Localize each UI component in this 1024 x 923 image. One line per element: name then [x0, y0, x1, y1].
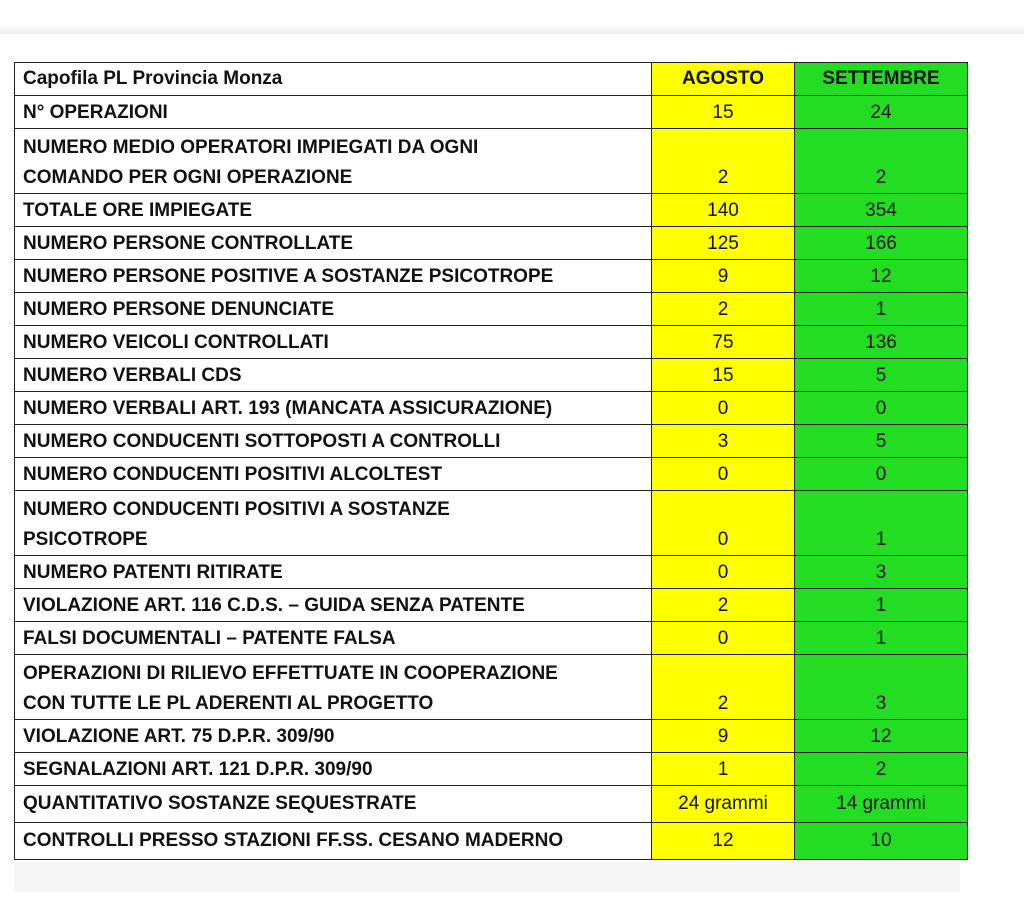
- row-label: NUMERO VERBALI ART. 193 (MANCATA ASSICURAZIONE): [15, 392, 652, 425]
- cell-agosto: 2: [652, 655, 795, 720]
- row-label-line1: OPERAZIONI DI RILIEVO EFFETTUATE IN COOPERAZIONE: [23, 663, 558, 684]
- row-label: NUMERO CONDUCENTI POSITIVI ALCOLTEST: [15, 458, 652, 491]
- header-agosto: AGOSTO: [652, 63, 795, 96]
- row-label: QUANTITATIVO SOSTANZE SEQUESTRATE: [15, 786, 652, 823]
- cell-agosto: 0: [652, 491, 795, 556]
- row-label: [15, 655, 652, 720]
- row-label: VIOLAZIONE ART. 75 D.P.R. 309/90: [15, 720, 652, 753]
- cell-agosto: 15: [652, 96, 795, 129]
- table-row: [15, 96, 968, 129]
- row-label: CONTROLLI PRESSO STAZIONI FF.SS. CESANO MADERNO: [15, 823, 652, 860]
- table-row: [15, 227, 968, 260]
- header-settembre: SETTEMBRE: [795, 63, 968, 96]
- row-label: FALSI DOCUMENTALI – PATENTE FALSA: [15, 622, 652, 655]
- row-label-line1: NUMERO CONDUCENTI POSITIVI A SOSTANZE: [23, 499, 450, 520]
- bottom-shade: [14, 862, 960, 892]
- row-label: NUMERO PERSONE POSITIVE A SOSTANZE PSICOTROPE: [15, 260, 652, 293]
- cell-agosto: 140: [652, 194, 795, 227]
- table-row: [15, 491, 968, 556]
- row-label: NUMERO PATENTI RITIRATE: [15, 556, 652, 589]
- cell-agosto: 125: [652, 227, 795, 260]
- top-shade: [0, 0, 1024, 34]
- table-row: [15, 194, 968, 227]
- cell-agosto: 2: [652, 129, 795, 194]
- table-row: [15, 556, 968, 589]
- table-row: [15, 753, 968, 786]
- row-label-line2: COMANDO PER OGNI OPERAZIONE: [23, 167, 353, 188]
- cell-settembre: 1: [795, 491, 968, 556]
- cell-settembre: 12: [795, 720, 968, 753]
- cell-settembre: 0: [795, 392, 968, 425]
- cell-agosto: 75: [652, 326, 795, 359]
- row-label: NUMERO PERSONE DENUNCIATE: [15, 293, 652, 326]
- row-label: [15, 491, 652, 556]
- cell-settembre: 354: [795, 194, 968, 227]
- cell-agosto: 15: [652, 359, 795, 392]
- cell-settembre: 1: [795, 589, 968, 622]
- cell-settembre: 5: [795, 359, 968, 392]
- header-row: [15, 63, 968, 96]
- cell-settembre: 166: [795, 227, 968, 260]
- table-row: [15, 392, 968, 425]
- row-label: N° OPERAZIONI: [15, 96, 652, 129]
- cell-settembre: 5: [795, 425, 968, 458]
- table-row: [15, 129, 968, 194]
- row-label: NUMERO VEICOLI CONTROLLATI: [15, 326, 652, 359]
- cell-agosto: 24 grammi: [652, 786, 795, 823]
- cell-agosto: 9: [652, 260, 795, 293]
- row-label-line2: CON TUTTE LE PL ADERENTI AL PROGETTO: [23, 693, 434, 714]
- cell-agosto: 2: [652, 589, 795, 622]
- table-row: [15, 786, 968, 823]
- cell-settembre: 1: [795, 622, 968, 655]
- cell-settembre: 24: [795, 96, 968, 129]
- table-row: [15, 589, 968, 622]
- table-row: [15, 293, 968, 326]
- table-row: [15, 359, 968, 392]
- cell-agosto: 0: [652, 622, 795, 655]
- cell-agosto: 0: [652, 392, 795, 425]
- cell-settembre: 2: [795, 753, 968, 786]
- cell-agosto: 0: [652, 556, 795, 589]
- row-label: NUMERO VERBALI CDS: [15, 359, 652, 392]
- table-row: [15, 622, 968, 655]
- row-label: VIOLAZIONE ART. 116 C.D.S. – GUIDA SENZA PATENTE: [15, 589, 652, 622]
- row-label: [15, 129, 652, 194]
- cell-settembre: 14 grammi: [795, 786, 968, 823]
- header-title: Capofila PL Provincia Monza: [15, 63, 652, 96]
- row-label-line1: NUMERO MEDIO OPERATORI IMPIEGATI DA OGNI: [23, 137, 479, 158]
- row-label: NUMERO PERSONE CONTROLLATE: [15, 227, 652, 260]
- cell-settembre: 10: [795, 823, 968, 860]
- cell-agosto: 9: [652, 720, 795, 753]
- cell-agosto: 1: [652, 753, 795, 786]
- cell-settembre: 2: [795, 129, 968, 194]
- cell-settembre: 136: [795, 326, 968, 359]
- table-row: [15, 655, 968, 720]
- cell-settembre: 1: [795, 293, 968, 326]
- cell-agosto: 12: [652, 823, 795, 860]
- cell-settembre: 3: [795, 655, 968, 720]
- report-table: [14, 62, 968, 860]
- table-row: [15, 720, 968, 753]
- row-label: SEGNALAZIONI ART. 121 D.P.R. 309/90: [15, 753, 652, 786]
- cell-agosto: 0: [652, 458, 795, 491]
- cell-agosto: 3: [652, 425, 795, 458]
- table-row: [15, 260, 968, 293]
- cell-settembre: 12: [795, 260, 968, 293]
- table-row: [15, 326, 968, 359]
- table-row: [15, 425, 968, 458]
- table-row: [15, 823, 968, 860]
- cell-settembre: 0: [795, 458, 968, 491]
- row-label: NUMERO CONDUCENTI SOTTOPOSTI A CONTROLLI: [15, 425, 652, 458]
- cell-agosto: 2: [652, 293, 795, 326]
- row-label-line2: PSICOTROPE: [23, 529, 148, 550]
- report-table-body: [15, 63, 968, 860]
- cell-settembre: 3: [795, 556, 968, 589]
- table-row: [15, 458, 968, 491]
- row-label: TOTALE ORE IMPIEGATE: [15, 194, 652, 227]
